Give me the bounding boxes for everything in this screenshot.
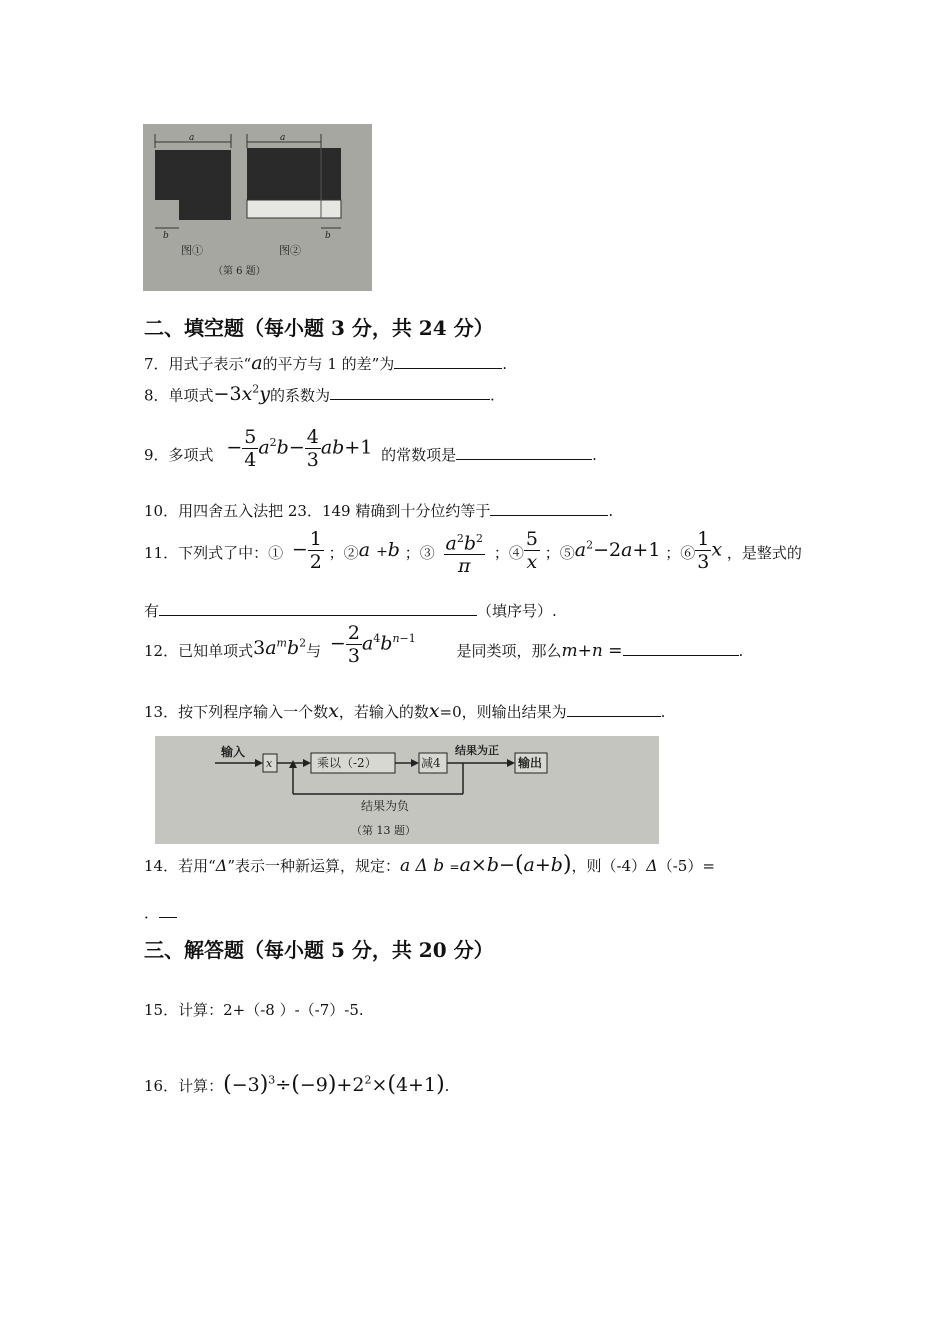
- fig13-negative-label: 结果为负: [361, 799, 410, 813]
- q11-expr-2: a +b: [358, 539, 400, 561]
- question-11-line-2: [144, 600, 557, 621]
- question-14-line-2: [144, 902, 177, 923]
- q16-prefix: 16．计算：: [144, 1077, 224, 1095]
- q14-tail: （-5）=: [657, 857, 715, 875]
- fig6-b-label-1: b: [163, 231, 169, 241]
- q12-equation: m+n =: [561, 641, 623, 661]
- q14-text: ”表示一种新运算，规定：: [227, 857, 400, 875]
- q14-prefix: 14．若用“: [144, 857, 216, 875]
- question-13: [144, 700, 665, 722]
- fig13-x-label: x: [266, 757, 273, 770]
- q11-sep-6: ；⑥: [665, 544, 696, 562]
- q8-prefix: 8．单项式: [144, 386, 214, 405]
- q13-text: ，若输入的数: [338, 703, 429, 721]
- figure-13: [155, 736, 659, 844]
- q11-sep-4: ；④: [493, 544, 524, 562]
- q9-answer-blank[interactable]: [456, 445, 592, 460]
- question-12: [144, 622, 743, 667]
- fig13-positive-label: 结果为正: [455, 744, 499, 757]
- question-16: [144, 1072, 449, 1097]
- q13-prefix: 13．按下列程序输入一个数: [144, 703, 329, 721]
- section-2-heading: 二、填空题（每小题 3 分，共 24 分）: [144, 316, 494, 340]
- q11-expr-6: $\frac{1}{3}$ x: [697, 528, 723, 573]
- fig6-a-label-1: a: [189, 133, 195, 143]
- q12-prefix: 12．已知单项式: [144, 642, 254, 660]
- fig13-input-label: 输入: [221, 745, 246, 759]
- q11-sep-2: ；②: [328, 544, 359, 562]
- q12-text: 是同类项，那么: [456, 642, 562, 660]
- q12-answer-blank[interactable]: [623, 641, 739, 656]
- q11-answer-blank[interactable]: [159, 601, 477, 616]
- fig6-label-1: 图①: [181, 244, 203, 257]
- q13-text-2: =0，则输出结果为: [439, 703, 567, 721]
- q11-expr-3: $\frac{a^2b^2}{\pi}$: [444, 528, 486, 577]
- q12-monomial-2: − $\frac{2}{3}$ $a^4b^{n-1}$: [329, 622, 416, 667]
- q8-text: 的系数为: [270, 386, 331, 405]
- q9-polynomial: − $\frac{5}{4}$ $a^2b-$ $\frac{4}{3}$ ab+1: [226, 426, 373, 471]
- q12-end: .: [738, 642, 744, 660]
- q11-expr-1: − $\frac{1}{2}$: [291, 528, 322, 573]
- question-15: 15．计算：2+（-8 ）-（-7）-5.: [144, 1001, 364, 1019]
- fig13-output-label: 输出: [518, 756, 543, 770]
- q7-end: .: [502, 355, 508, 373]
- q11-line2-prefix: 有: [144, 602, 160, 620]
- fig13-caption: （第 13 题）: [351, 824, 416, 837]
- question-9: [144, 426, 597, 471]
- q11-expr-4: $\frac{5}{x}$: [525, 528, 538, 573]
- q8-end: .: [490, 386, 495, 405]
- question-11: [144, 528, 802, 577]
- q14-line2-dot: ．: [144, 904, 160, 922]
- q14-definition: a Δ b =a×b−(a+b): [400, 852, 572, 877]
- q10-text: 10．用四舍五入法把 23．149 精确到十分位约等于: [144, 502, 491, 520]
- q7-prefix: 7．用式子表示“: [144, 355, 252, 373]
- q11-line2-suffix: （填序号）.: [477, 602, 557, 620]
- q8-monomial: $-3x^2y$: [213, 383, 271, 406]
- q9-end: .: [592, 446, 597, 464]
- q11-sep-3: ；③: [404, 544, 435, 562]
- q9-prefix: 9．多项式: [144, 446, 214, 464]
- q7-text: 的平方与 1 的差”为: [262, 355, 395, 373]
- q13-end: .: [660, 703, 666, 721]
- section-3-heading: 三、解答题（每小题 5 分，共 20 分）: [144, 938, 494, 962]
- q11-prefix: 11．下列式了中：①: [144, 544, 284, 562]
- q10-end: .: [608, 502, 614, 520]
- fig6-a-label-2: a: [280, 133, 286, 143]
- figure-13-flowchart: [155, 736, 659, 844]
- fig6-b-label-2: b: [325, 231, 331, 241]
- q13-var-1: x: [328, 700, 339, 722]
- fig6-caption: （第 6 题）: [213, 266, 266, 277]
- fig13-multiply-label: 乘以（-2）: [317, 756, 377, 770]
- question-10: [144, 500, 613, 521]
- q7-variable: a: [251, 352, 263, 374]
- q10-answer-blank[interactable]: [490, 501, 608, 516]
- q14-text-2: ，则（-4）: [571, 857, 647, 875]
- q8-answer-blank[interactable]: [330, 385, 490, 400]
- q11-expr-5: $a^2-2a+1$: [574, 538, 661, 561]
- fig6-label-2: 图②: [279, 244, 301, 257]
- q16-expression: $(-3)^3\div(-9)+2^2\times(4+1)$: [223, 1072, 445, 1097]
- q14-delta-symbol-2: Δ: [646, 856, 658, 875]
- q16-end: .: [444, 1077, 450, 1095]
- q13-var-2: x: [428, 700, 440, 722]
- figure-6: [143, 124, 372, 291]
- question-14: [144, 852, 715, 877]
- figure-6-drawing: [143, 124, 372, 291]
- question-8: [144, 383, 495, 405]
- q13-answer-blank[interactable]: [567, 702, 661, 717]
- q7-answer-blank[interactable]: [394, 354, 502, 369]
- q14-delta-symbol: Δ: [215, 856, 228, 875]
- q12-with: 与: [306, 642, 322, 660]
- q12-monomial-1: $3a^mb^2$: [253, 636, 307, 659]
- q11-text: ，是整式的: [726, 544, 802, 562]
- q14-delta-in-def: Δ: [415, 856, 428, 876]
- fig13-subtract-label: 减4: [421, 756, 441, 770]
- q9-text: 的常数项是: [381, 446, 457, 464]
- q14-answer-blank[interactable]: [159, 903, 177, 918]
- question-7: [144, 352, 507, 374]
- q11-sep-5: ；⑤: [544, 544, 575, 562]
